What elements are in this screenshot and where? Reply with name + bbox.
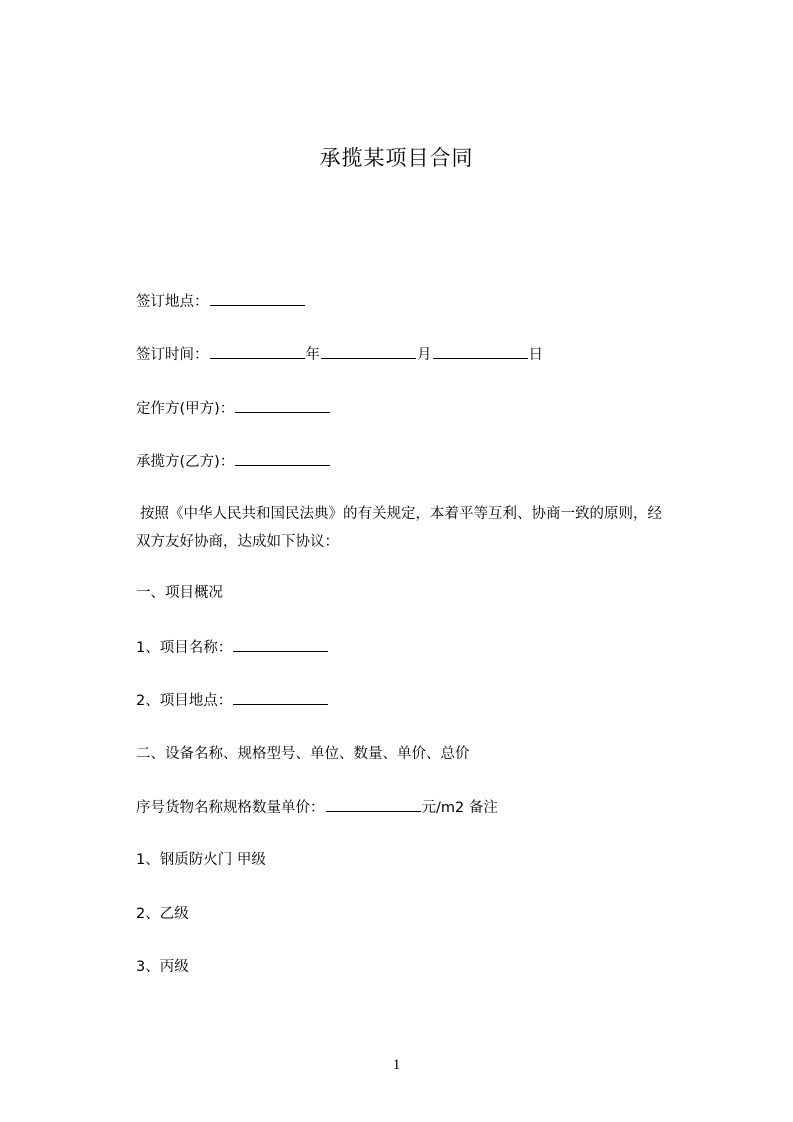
day-label: 日: [528, 347, 543, 363]
item2-label: 2、项目地点：: [136, 693, 233, 709]
row3-line: 3、丙级: [136, 959, 189, 975]
unit-price-blank[interactable]: [326, 797, 421, 812]
party-b-label: 承揽方(乙方)：: [136, 454, 235, 470]
year-blank[interactable]: [210, 344, 305, 359]
item1-blank[interactable]: [233, 637, 328, 652]
party-b-blank[interactable]: [235, 451, 330, 466]
item1-label: 1、项目名称：: [136, 640, 233, 656]
row1-line: 1、钢质防火门 甲级: [136, 852, 266, 868]
day-blank[interactable]: [433, 344, 528, 359]
preamble-paragraph: [136, 500, 666, 556]
sign-place-blank[interactable]: [210, 291, 305, 306]
section1-heading: 一、项目概况: [136, 585, 223, 601]
section2-heading: 二、设备名称、规格型号、单位、数量、单价、总价: [136, 746, 470, 762]
table-header-line: [136, 797, 498, 818]
month-blank[interactable]: [321, 344, 416, 359]
sign-place-label: 签订地点：: [136, 294, 209, 310]
sign-time-label: 签订时间：: [136, 347, 209, 363]
table-header-unit: 元/m2 备注: [421, 800, 498, 816]
party-a-blank[interactable]: [235, 398, 330, 413]
month-label: 月: [417, 347, 432, 363]
item2-line: [136, 690, 329, 711]
table-header-label: 序号货物名称规格数量单价：: [136, 800, 325, 816]
year-label: 年: [305, 347, 320, 363]
party-a-label: 定作方(甲方)：: [136, 401, 235, 417]
party-a-line: [136, 398, 331, 419]
preamble-text: 按照《中华人民共和国民法典》的有关规定，本着平等互利、协商一致的原则，经双方友好协商，达成如下协议：: [136, 506, 662, 550]
page-number: 1: [392, 1057, 401, 1073]
row2-line: 2、乙级: [136, 906, 189, 922]
item2-blank[interactable]: [233, 690, 328, 705]
document-title: 承揽某项目合同: [319, 146, 474, 170]
item1-line: [136, 637, 329, 658]
party-b-line: [136, 451, 331, 472]
sign-time-line: [136, 344, 543, 365]
sign-place-line: [136, 291, 306, 312]
